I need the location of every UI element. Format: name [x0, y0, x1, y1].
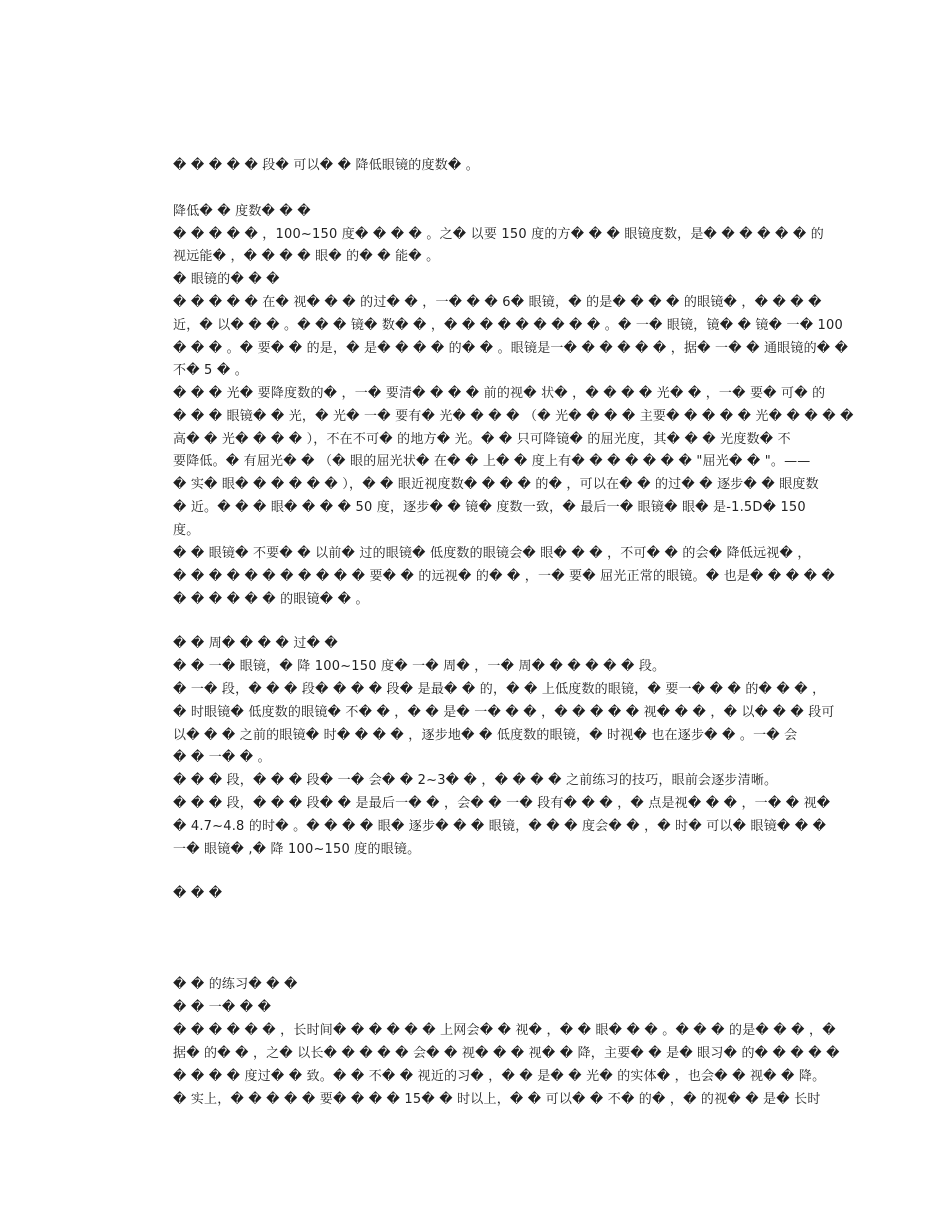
text-line: � 近。� � � 眼� � � � 50 度，逐步� � 镜� 度数一致，� 最后一� 眼镜� 眼� 是-1.5D� 150: [173, 500, 806, 515]
text-line: � 一� 段，� � � 段� � � � 段� 是最� � 的，� � 上低度数的眼镜，� 要一� � � 的� � � ，: [173, 682, 826, 697]
text-line: 以� � � 之前的眼镜� 时� � � � ，逐步地� � 低度数的眼镜，� 时视� 也在逐步� � 。一� 会: [173, 728, 798, 743]
text-line: 高� � 光� � � � ），不在不可� 的地方� 光。� � 只可降镜� 的屈光度，其� � � 光度数� 不: [173, 432, 791, 447]
text-line: 度。: [173, 523, 200, 538]
section-title: � 眼镜的� � �: [173, 272, 280, 287]
text-line: � � � � � 在� 视� � � 的过� � ，一� � � 6� 眼镜，� 的是� � � � 的眼镜� ，� � � �: [173, 295, 822, 310]
text-line: 近，� 以� � � 。� � � 镜� 数� � ，� � � � � � � � � 。� 一� 眼镜，镜� � 镜� 一� 100: [173, 318, 843, 333]
text-line: � � � � � � � � � � � 要� � 的远视� 的� � ，一� 要� 屈光正常的眼镜。� 也是� � � � �: [173, 569, 835, 584]
section-title: 降低� � 度数� � �: [173, 204, 311, 219]
text-line: � 4.7~4.8 的时� 。� � � � 眼� 逐步� � � 眼镜，� � � 度会� � ，� 时� 可以� 眼镜� � �: [173, 819, 827, 834]
text-line: � � � 眼镜� � 光，� 光� 一� 要有� 光� � � � （� 光� � � � 主要� � � � � 光� � � � �: [173, 409, 854, 424]
text-line: � 时眼镜� 低度数的眼镜� 不� � ，� � 是� 一� � � ，� � � � � 视� � � ，� 以� � � 段可: [173, 705, 835, 720]
separator-text: � � �: [173, 886, 223, 901]
text-line: � 实上，� � � � � 要� � � � 15� � 时以上，� � 可以� � 不� 的� ，� 的视� � 是� 长时: [173, 1092, 821, 1107]
text-line: � � 眼镜� 不要� � 以前� 过的眼镜� 低度数的眼镜会� 眼� � � ，不可� � 的会� 降低远视� ，: [173, 546, 811, 561]
text-line: 不� 5 � 。: [173, 363, 248, 378]
text-line: � � � 段，� � � 段� 一� 会� � 2~3� � ，� � � � 之前练习的技巧，眼前会逐步清晰。: [173, 773, 778, 788]
text-line: � � � 。� 要� � 的是，� 是� � � � 的� � 。眼镜是一� � � � � � ，据� 一� � 通眼镜的� �: [173, 341, 849, 356]
text-line: � � � 段，� � � 段� � 是最后一� � ，会� � 一� 段有� � � ，� 点是视� � � ，一� � 视�: [173, 796, 831, 811]
text-line: � � 一� 眼镜，� 降 100~150 度� 一� 周� ，一� 周� � � � � � 段。: [173, 659, 666, 674]
text-line: 视远能� ，� � � � 眼� 的� � 能� 。: [173, 249, 440, 264]
text-line: � � 一� � 。: [173, 750, 271, 765]
text-line: 一� 眼镜� ,� 降 100~150 度的眼镜。: [173, 842, 421, 857]
heading-text: � � � � � 段� 可以� � 降低眼镜的度数� 。: [173, 158, 479, 173]
text-line: � � � � � ，100~150 度� � � � 。之� 以要 150 度的方� � � 眼镜度数，是� � � � � � 的: [173, 227, 824, 242]
section-title: � � 周� � � � 过� �: [173, 636, 338, 651]
text-line: � � � 光� 要降度数的� ，一� 要清� � � � 前的视� 状� ，� � � � 光� � ，一� 要� 可� 的: [173, 386, 826, 401]
text-line: � 实� 眼� � � � � � ），� � 眼近视度数� � � � 的� ，可以在� � 的过� � 逐步� � 眼度数: [173, 477, 819, 492]
text-line: � � � � 度过� � 致。� � 不� � 视近的习� ，� � 是� � 光� 的实体� ，也会� � 视� � 降。: [173, 1069, 826, 1084]
section-title: � � 的练习� � �: [173, 977, 298, 992]
text-line: 要降低。� 有屈光� � （� 眼的屈光状� 在� � 上� � 度上有� � � � � � � "屈光� � "。——: [173, 454, 811, 469]
text-line: � � � � � � 的眼镜� � 。: [173, 592, 369, 607]
section-title: � � 一� � �: [173, 1000, 272, 1015]
text-line: 据� 的� � ，之� 以长� � � � � 会� � 视� � � 视� � 降，主要� � 是� 眼习� 的� � � � �: [173, 1046, 840, 1061]
text-line: � � � � � � ，长时间� � � � � � 上网会� � 视� ，� � 眼� � � 。� � � 的是� � � ，�: [173, 1023, 836, 1038]
